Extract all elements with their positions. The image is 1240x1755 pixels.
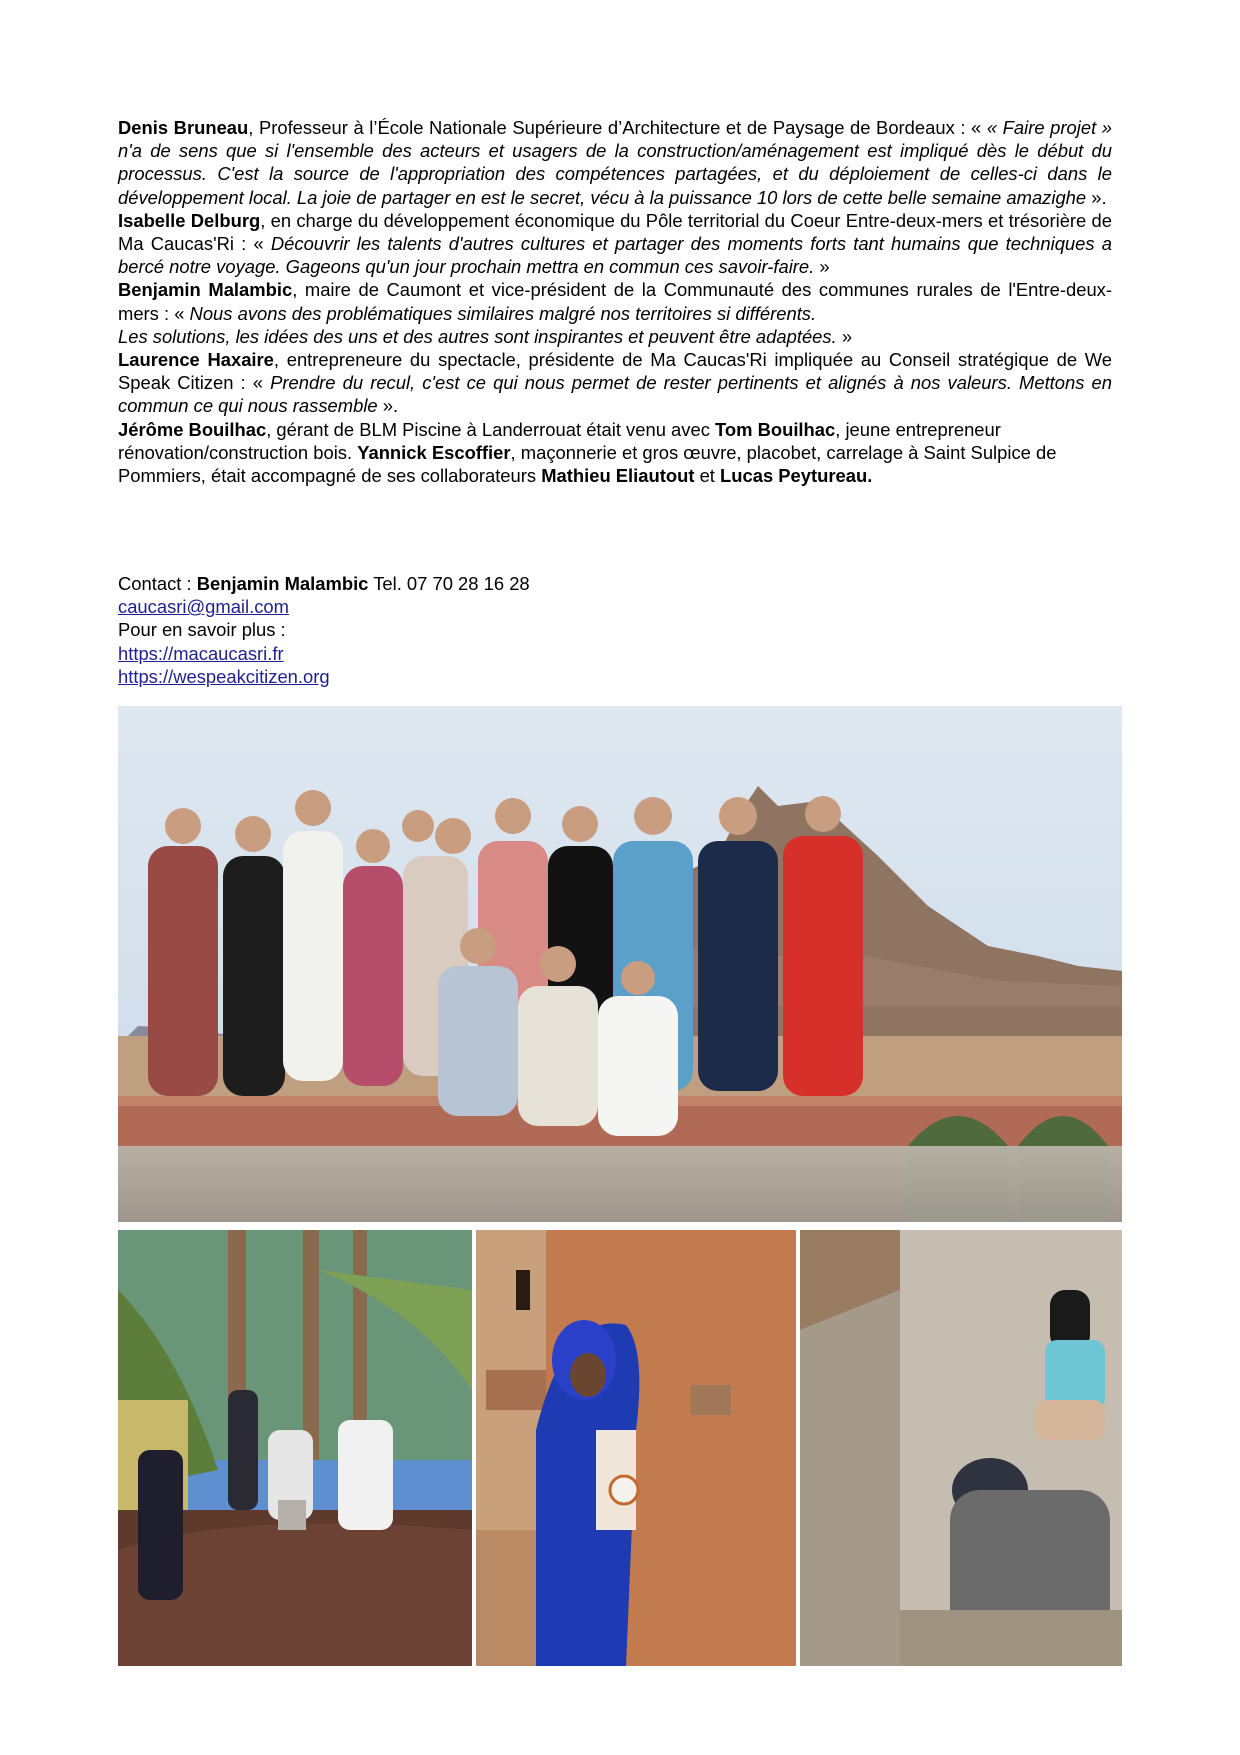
person-name: Laurence Haxaire	[118, 349, 274, 371]
person-role: , en charge du développement économique du Pôle territorial du Coeur Entre-deux-mers et trésorière de Ma Caucas'Ri : «	[118, 209, 1113, 255]
contact-line	[118, 572, 530, 595]
person-name: Benjamin Malambic	[118, 279, 293, 301]
contact-phone: Tel. 07 70 28 16 28	[368, 573, 530, 594]
quote-mark: «	[965, 117, 987, 138]
more-info-label: Pour en savoir plus :	[118, 619, 286, 641]
person-name: Mathieu Eliautout	[541, 465, 695, 487]
person-name: Isabelle Delburg	[118, 209, 261, 231]
palm-grove-image	[118, 1230, 472, 1666]
plastering-image	[800, 1230, 1122, 1666]
quote: Découvrir les talents d'autres cultures et partager des moments forts tant humains que techniques a bercé notre voyage. Gageons qu'un jour prochain mettra en commun ces savoir-faire.	[118, 233, 1112, 278]
plastering-photo	[800, 1230, 1122, 1666]
quote: Les solutions, les idées des uns et des autres sont inspirantes et peuvent être adaptées.	[118, 325, 837, 347]
testimonial-malambic-cont	[118, 325, 1112, 348]
contact-label: Contact :	[118, 573, 197, 594]
earth-wall-photo	[476, 1230, 796, 1666]
participants-paragraph	[118, 418, 1112, 488]
person-name: Denis Bruneau	[118, 117, 249, 138]
testimonial-malambic	[118, 278, 1112, 324]
quote-mark: »	[836, 325, 853, 347]
quote: « Faire projet » n'a de sens que si l'ensemble des acteurs et usagers de la construction/aménagement est impliqué dès le début du processus. C'est la source de l'appropriation des compétences partagées, et du déploiement de celles-ci dans le développement local. La joie de partager en est le secret, vécu à la puissance 10 lors de cette belle semaine amazighe	[118, 117, 1112, 208]
quote-mark: »	[814, 256, 830, 278]
macaucasri-link[interactable]: https://macaucasri.fr	[118, 642, 284, 664]
group-photo-image	[118, 706, 1122, 1222]
quote-mark: ».	[1086, 186, 1107, 208]
person-role: , entrepreneure du spectacle, présidente de Ma Caucas'Ri impliquée au Conseil stratégique de We Speak Citizen : «	[118, 349, 1113, 394]
participant-text: et	[694, 465, 721, 487]
testimonial-delburg	[118, 209, 1112, 279]
article-body	[118, 116, 1112, 487]
person-role: , Professeur à l’École Nationale Supérieure d’Architecture et de Paysage de Bordeaux :	[248, 117, 966, 138]
testimonial-bruneau	[118, 116, 1112, 209]
person-name: Lucas Peytureau.	[720, 465, 873, 487]
group-photo	[118, 706, 1122, 1222]
group-people	[148, 790, 863, 1136]
quote-mark: ».	[377, 395, 399, 417]
quote: Nous avons des problématiques similaires malgré nos territoires si différents.	[189, 302, 817, 324]
earth-wall-image	[476, 1230, 796, 1666]
participant-text: , jeune entrepreneur rénovation/construction bois.	[118, 418, 1001, 463]
participant-text: , maçonnerie et gros œuvre, placobet, carrelage à Saint Sulpice de Pommiers, était accompagné de ses collaborateurs	[118, 441, 1057, 487]
wespeakcitizen-link[interactable]: https://wespeakcitizen.org	[118, 665, 330, 687]
palm-grove-photo	[118, 1230, 472, 1666]
person-name: Tom Bouilhac	[715, 418, 836, 440]
person-name: Jérôme Bouilhac	[118, 418, 267, 440]
testimonial-haxaire	[118, 348, 1112, 418]
person-role: , maire de Caumont et vice-président de la Communauté des communes rurales de l'Entre-deux-mers : «	[118, 279, 1112, 324]
contact-block	[118, 572, 530, 688]
contact-name: Benjamin Malambic	[196, 573, 369, 594]
person-name: Yannick Escoffier	[357, 441, 511, 463]
participant-text: , gérant de BLM Piscine à Landerrouat était venu avec	[266, 418, 716, 440]
email-link[interactable]: caucasri@gmail.com	[118, 596, 289, 618]
quote: Prendre du recul, c'est ce qui nous permet de rester pertinents et alignés à nos valeurs. Mettons en commun ce qui nous rassemble	[118, 372, 1112, 417]
